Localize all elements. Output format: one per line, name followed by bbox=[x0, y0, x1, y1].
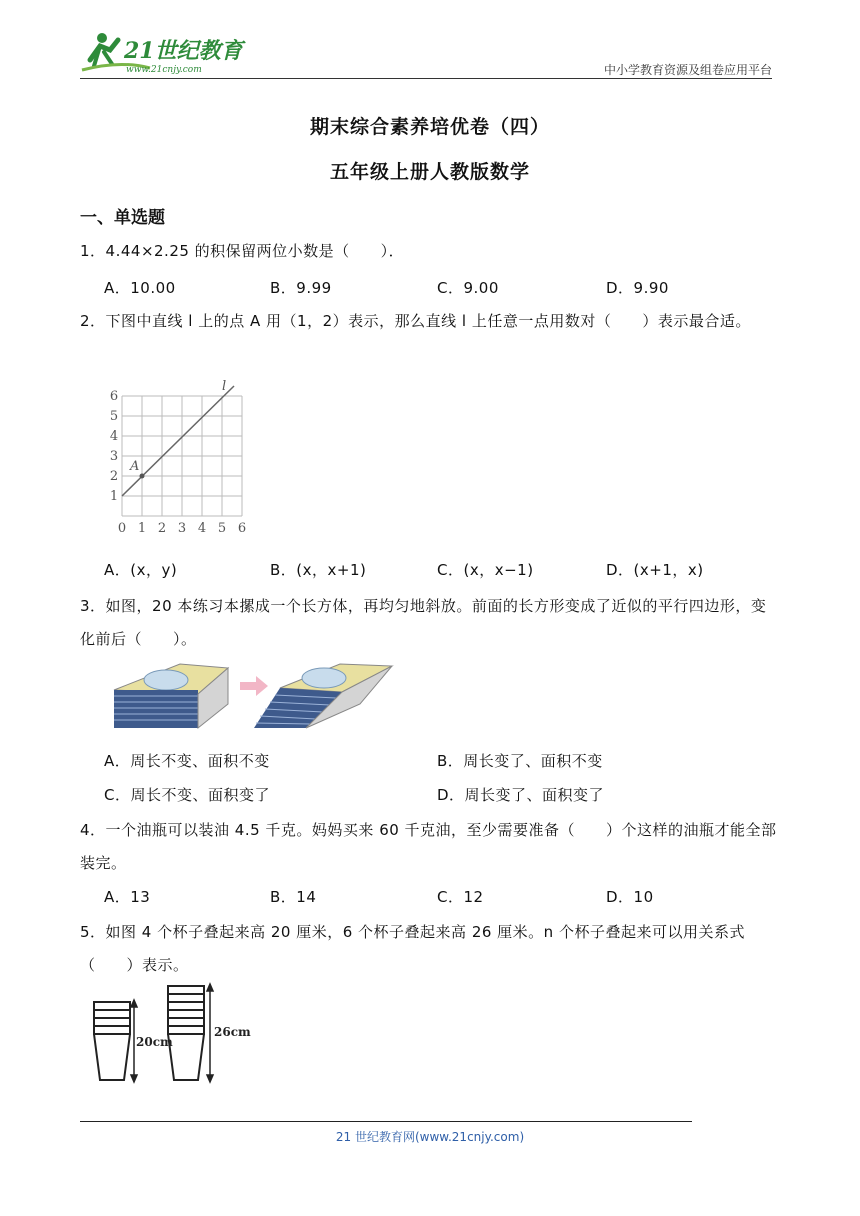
y-tick: 1 bbox=[109, 489, 119, 504]
header-divider bbox=[80, 78, 772, 79]
question-3-stem: 3．如图，20 本练习本摞成一个长方体，再均匀地斜放。前面的长方形变成了近似的平行四边形，变化前后（ ）。 bbox=[80, 597, 767, 648]
q1-option-a: A．10.00 bbox=[104, 279, 176, 297]
section-heading: 一、单选题 bbox=[80, 208, 165, 228]
logo-url: www.21cnjy.com bbox=[126, 65, 202, 75]
q1-option-d: D．9.90 bbox=[606, 279, 669, 297]
x-tick: 2 bbox=[157, 521, 167, 536]
footer-link[interactable]: 21 世纪教育网(www.21cnjy.com) bbox=[335, 1130, 525, 1144]
x-tick: 5 bbox=[217, 521, 227, 536]
runner-logo-icon bbox=[80, 30, 250, 76]
question-1-stem: 1．4.44×2.25 的积保留两位小数是（ ）． bbox=[80, 242, 405, 260]
logo bbox=[80, 30, 250, 76]
q1-option-c: C．9.00 bbox=[437, 279, 499, 297]
q4-option-b: B．14 bbox=[270, 888, 317, 906]
y-tick: 6 bbox=[109, 389, 119, 404]
y-tick: 2 bbox=[109, 469, 119, 484]
y-tick: 5 bbox=[109, 409, 119, 424]
coordinate-grid-figure bbox=[108, 380, 248, 536]
q4-option-d: D．10 bbox=[606, 888, 654, 906]
x-tick: 6 bbox=[237, 521, 247, 536]
cup-stack-figure bbox=[88, 982, 258, 1086]
y-tick: 4 bbox=[109, 429, 119, 444]
q2-option-c: C．(x，x−1) bbox=[437, 561, 534, 579]
line-l-label: l bbox=[222, 380, 227, 394]
q2-option-d: D．(x+1，x) bbox=[606, 561, 704, 579]
point-a-label: A bbox=[130, 459, 140, 474]
notebook-stack-figure bbox=[110, 660, 394, 732]
question-4-stem: 4．一个油瓶可以装油 4.5 千克。妈妈买来 60 千克油，至少需要准备（ ）个这样的油瓶才能全部装完。 bbox=[80, 821, 777, 872]
q2-option-a: A．(x，y) bbox=[104, 561, 178, 579]
left-height-label: 20cm bbox=[136, 1035, 173, 1049]
question-2-stem: 2．下图中直线 l 上的点 A 用（1，2）表示，那么直线 l 上任意一点用数对（ ）表示最合适。 bbox=[80, 312, 751, 330]
x-tick: 0 bbox=[117, 521, 127, 536]
point-a bbox=[140, 474, 145, 479]
question-5-stem: 5．如图 4 个杯子叠起来高 20 厘米，6 个杯子叠起来高 26 厘米。n 个杯子叠起来可以用关系式（ ）表示。 bbox=[80, 923, 745, 974]
q3-option-a: A．周长不变、面积不变 bbox=[104, 752, 270, 770]
q1-option-b: B．9.99 bbox=[270, 279, 332, 297]
x-tick: 1 bbox=[137, 521, 147, 536]
q3-option-d: D．周长变了、面积变了 bbox=[437, 786, 605, 804]
q4-option-c: C．12 bbox=[437, 888, 484, 906]
x-tick: 3 bbox=[177, 521, 187, 536]
q3-option-b: B．周长变了、面积不变 bbox=[437, 752, 603, 770]
q4-option-a: A．13 bbox=[104, 888, 151, 906]
footer-divider bbox=[80, 1121, 692, 1122]
x-tick: 4 bbox=[197, 521, 207, 536]
right-height-label: 26cm bbox=[214, 1025, 251, 1039]
q3-option-c: C．周长不变、面积变了 bbox=[104, 786, 270, 804]
line-l bbox=[122, 386, 234, 496]
q2-option-b: B．(x，x+1) bbox=[270, 561, 367, 579]
logo-text: 21世纪教育 bbox=[124, 38, 243, 64]
page-title: 期末综合素养培优卷（四） bbox=[309, 116, 550, 138]
y-tick: 3 bbox=[109, 449, 119, 464]
page-subtitle: 五年级上册人教版数学 bbox=[329, 161, 530, 183]
site-name: 中小学教育资源及组卷应用平台 bbox=[603, 63, 772, 77]
